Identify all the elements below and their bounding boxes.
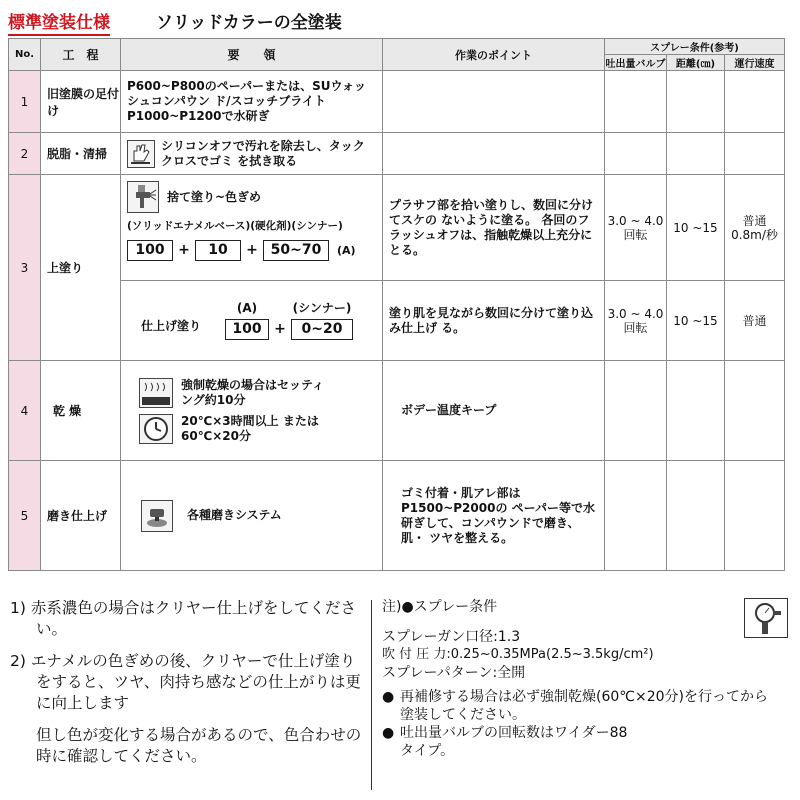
mix-box-thinner: 50~70 xyxy=(263,240,329,261)
page-subtitle: ソリッドカラーの全塗装 xyxy=(156,13,342,33)
header-distance: 距離(㎝) xyxy=(667,55,725,71)
sub2-label: 仕上げ塗り xyxy=(141,319,202,333)
plus-sign: + xyxy=(274,321,286,337)
row-no: 2 xyxy=(9,133,41,175)
header-no: No. xyxy=(9,39,41,71)
polisher-icon xyxy=(141,500,173,532)
row-procedure-cell xyxy=(121,281,383,361)
plus-sign: + xyxy=(178,242,190,258)
row-speed: 普通 0.8m/秒 xyxy=(725,175,785,281)
header-valve: 吐出量バルブ xyxy=(605,55,667,71)
row-process: 上塗り xyxy=(41,175,121,361)
mix-a-label: (A) xyxy=(236,301,258,315)
row-process: 脱脂・清掃 xyxy=(41,133,121,175)
note-2: 2) エナメルの色ぎめの後、クリヤーで仕上げ塗りをすると、ツヤ、肉持ち感などの仕上がりは更に向上します xyxy=(10,652,361,712)
row-distance: 10 ~15 xyxy=(667,281,725,361)
clock-icon xyxy=(139,414,173,444)
spray-gun-icon xyxy=(127,181,159,213)
row-point: 塗り肌を見ながら数回に分けて塗り込み仕上げ る。 xyxy=(383,281,605,361)
spray-gun-gauge-icon xyxy=(744,598,788,638)
row-no: 5 xyxy=(9,461,41,571)
heater-icon xyxy=(139,378,173,408)
row-procedure-cell xyxy=(121,133,383,175)
row-procedure-cell xyxy=(121,461,383,571)
mix-box-hardener: 10 xyxy=(195,240,241,261)
header-spray: スプレー条件(参考) xyxy=(605,39,785,55)
page-title: 標準塗装仕様 xyxy=(8,8,110,36)
table-row xyxy=(9,361,785,461)
spray-c3: スプレーパターン:全開 xyxy=(382,665,526,681)
row-point: ゴミ付着・肌アレ部は P1500~P2000の ペーパー等で水研ぎして、コンパウンドで磨き、肌・ ツヤを整える。 xyxy=(383,461,605,571)
mix-suffix: (A) xyxy=(337,244,356,257)
spray-b1: 再補修する場合は必ず強制乾燥(60℃×20分)を行ってから塗装してください。 xyxy=(400,689,769,723)
bullet-icon: ● xyxy=(382,725,395,741)
row-valve: 3.0 ~ 4.0 回転 xyxy=(605,281,667,361)
plus-sign: + xyxy=(246,242,258,258)
row-procedure: P600~P800のペーパーまたは、SUウォッシュコンパウン ド/スコッチブライトP1000~P1200で水研ぎ xyxy=(121,71,383,133)
row-process: 乾 燥 xyxy=(41,361,121,461)
spec-table xyxy=(8,38,785,571)
header-speed: 運行速度 xyxy=(725,55,785,71)
bullet-icon: ● xyxy=(382,689,395,705)
row-procedure: 各種磨きシステム xyxy=(187,508,282,522)
row-point: ボデー温度キープ xyxy=(383,361,605,461)
row-no: 4 xyxy=(9,361,41,461)
table-row xyxy=(9,461,785,571)
note-1: 1) 赤系濃色の場合はクリヤー仕上げをしてください。 xyxy=(10,599,357,638)
header-procedure: 要 領 xyxy=(121,39,383,71)
mix-box-a: 100 xyxy=(225,319,269,340)
notes xyxy=(10,598,370,767)
dry-line2: 20℃×3時間以上 または 60℃×20分 xyxy=(181,413,319,443)
mix-labels: (ソリッドエナメルベース)(硬化剤)(シンナー) xyxy=(127,220,343,232)
row-procedure-cell xyxy=(121,361,383,461)
mix-box-thinner2: 0~20 xyxy=(291,319,353,340)
row-valve: 3.0 ~ 4.0 回転 xyxy=(605,175,667,281)
row-speed: 普通 xyxy=(725,281,785,361)
table-row xyxy=(9,71,785,133)
header-process: 工 程 xyxy=(41,39,121,71)
hand-wipe-icon xyxy=(127,140,155,168)
title-bar xyxy=(8,6,792,34)
spray-b2: 吐出量バルブの回転数はワイダー88タイプ。 xyxy=(400,725,628,759)
table-row xyxy=(9,175,785,281)
row-process: 磨き仕上げ xyxy=(41,461,121,571)
header-point: 作業のポイント xyxy=(383,39,605,71)
sub1-label: 捨て塗り~色ぎめ xyxy=(167,189,262,204)
spray-head: 注)●スプレー条件 xyxy=(382,599,498,615)
dry-line1: 強制乾燥の場合はセッティング約10分 xyxy=(181,377,325,407)
row-distance: 10 ~15 xyxy=(667,175,725,281)
table-row xyxy=(9,281,785,361)
spray-c1: スプレーガン口径:1.3 xyxy=(382,629,521,645)
mix-box-base: 100 xyxy=(127,240,173,261)
row-process: 旧塗膜の足付け xyxy=(41,71,121,133)
spray-conditions xyxy=(382,598,792,760)
row-no: 1 xyxy=(9,71,41,133)
row-no: 3 xyxy=(9,175,41,361)
mix-thinner-label: (シンナー) xyxy=(292,301,352,315)
spray-c2: 吹 付 圧 力:0.25~0.35MPa(2.5~3.5kg/cm²) xyxy=(382,647,654,662)
row-procedure: シリコンオフで汚れを除去し、タッククロスでゴミ を拭き取る xyxy=(161,138,365,168)
row-procedure-cell xyxy=(121,175,383,281)
note-3: 但し色が変化する場合があるので、色合わせの時に確認してください。 xyxy=(36,726,362,765)
divider xyxy=(371,600,372,790)
row-point: プラサフ部を拾い塗りし、数回に分けてスケの ないように塗る。 各回のフラッシュオフは、指触乾燥以上充分にとる。 xyxy=(383,175,605,281)
table-row xyxy=(9,133,785,175)
